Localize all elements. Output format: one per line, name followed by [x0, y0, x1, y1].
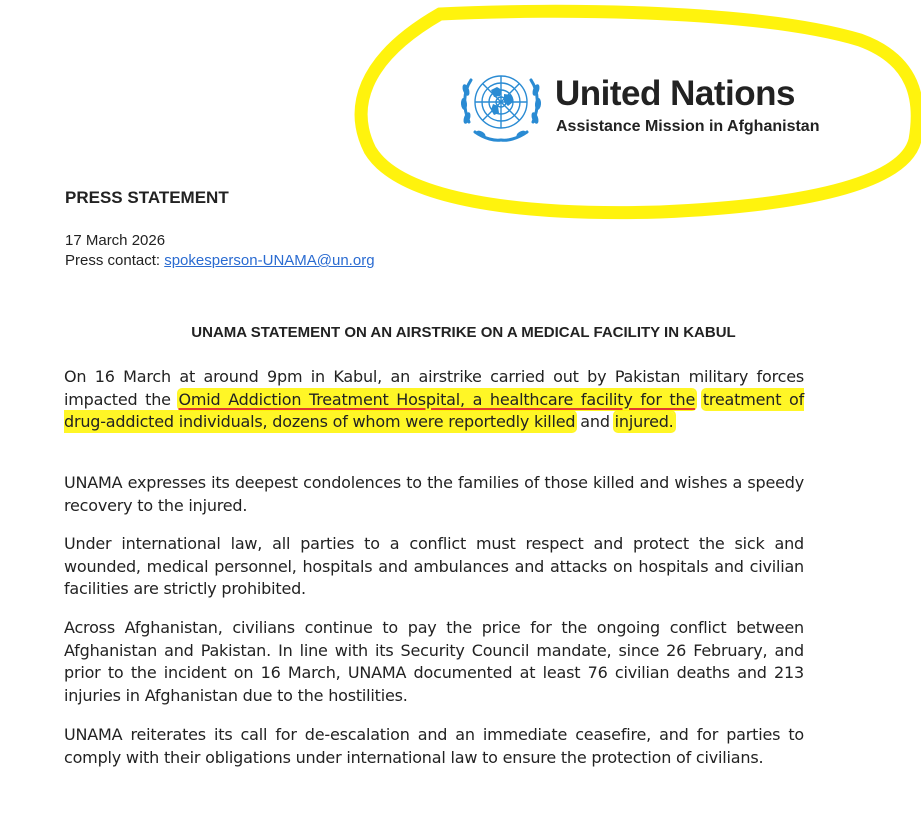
org-name: United Nations: [555, 74, 795, 113]
paragraph-1-intro: On 16 March at around 9pm in Kabul, an airstrike carried out by Pakistan military forces impacted the: [64, 367, 804, 409]
statement-heading: UNAMA STATEMENT ON AN AIRSTRIKE ON A MEDICAL FACILITY IN KABUL: [191, 324, 736, 341]
paragraph-4: Across Afghanistan, civilians continue to pay the price for the ongoing conflict between Afghanistan and Pakistan. In line with its Security Council mandate, since 26 February, and prior to the incident on 16 March, UNAMA documented at least 76 civilian deaths and 213 injuries in Afghanistan due to the hostilities.: [64, 618, 804, 705]
paragraph-5: UNAMA reiterates its call for de-escalation and an immediate ceasefire, and for parties to comply with their obligations under international law to ensure the protection of civilians.: [64, 725, 804, 767]
un-emblem-icon: [455, 64, 547, 144]
press-statement-title: PRESS STATEMENT: [65, 188, 229, 207]
statement-date: 17 March 2026: [65, 232, 166, 249]
highlight-injured: injured.: [614, 412, 674, 431]
highlight-casualties: treatment of drug-addicted individuals, dozens of whom were reportedly killed: [64, 389, 805, 431]
paragraph-1-conjunction: and: [575, 412, 615, 431]
highlight-hospital-name: Omid Addiction Treatment Hospital, a healthcare facility for the: [178, 389, 696, 409]
paragraph-1: [64, 366, 804, 434]
press-contact-email-link[interactable]: spokesperson-UNAMA@un.org: [164, 252, 375, 269]
paragraph-2: UNAMA expresses its deepest condolences to the families of those killed and wishes a speedy recovery to the injured.: [64, 473, 804, 515]
press-contact: [65, 251, 375, 270]
un-logo-block: [455, 62, 875, 142]
paragraph-3: Under international law, all parties to a conflict must respect and protect the sick and wounded, medical personnel, hospitals and ambulances and attacks on hospitals and civilian facilities are strictly prohibited.: [64, 534, 804, 598]
org-subtitle: Assistance Mission in Afghanistan: [556, 118, 820, 135]
press-contact-label: Press contact:: [65, 252, 161, 269]
